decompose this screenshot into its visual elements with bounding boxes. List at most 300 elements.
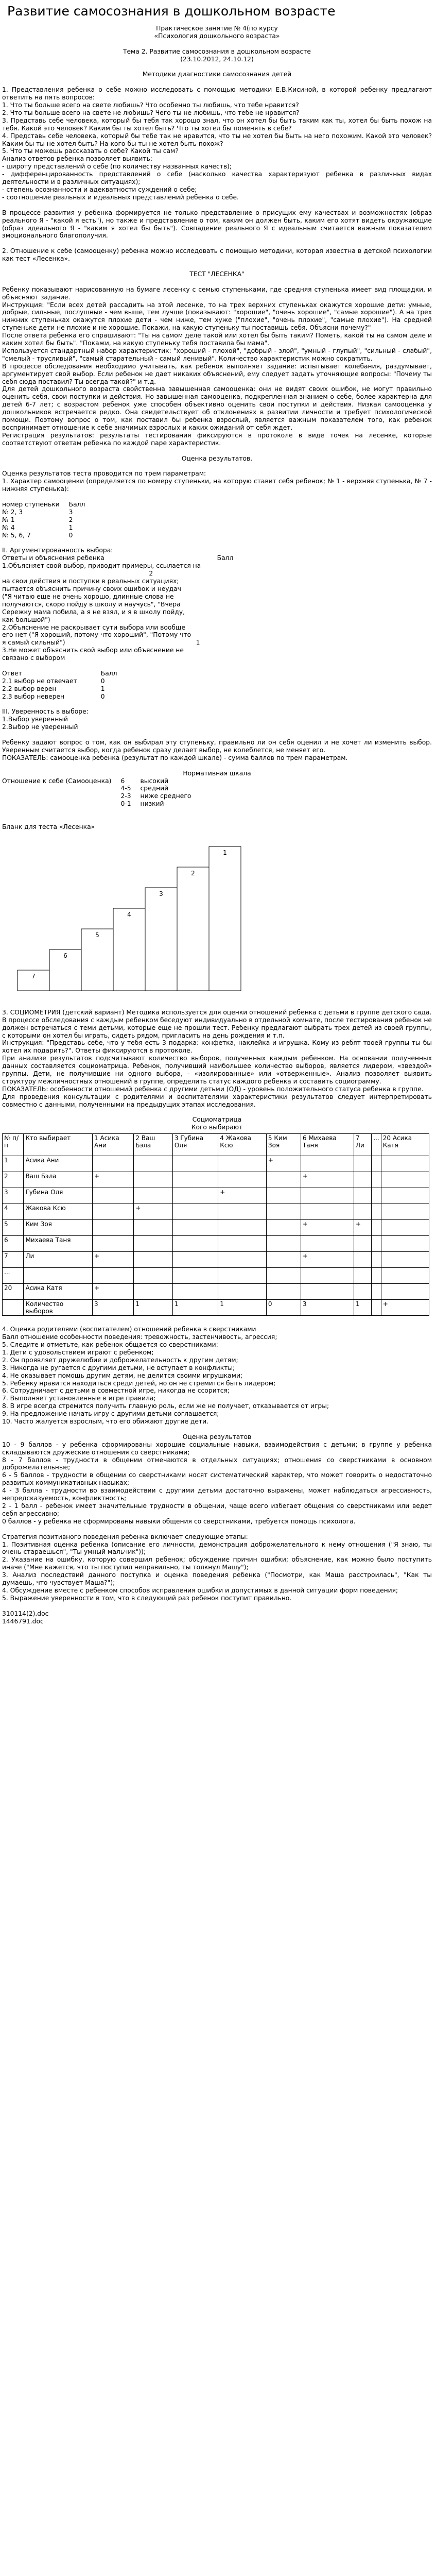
- table-cell: 2: [68, 516, 73, 523]
- paragraph: 2. Он проявляет дружелюбие и доброжелательность к другим детям;: [2, 1356, 238, 1364]
- ladder-step-label: 2: [191, 869, 195, 877]
- sociomatrix-cell: [381, 1204, 429, 1220]
- sociomatrix-cell: [24, 1268, 93, 1284]
- table-row: [3, 1268, 429, 1284]
- sociomatrix-table: [2, 1133, 429, 1316]
- sociomatrix-cell: [381, 1252, 429, 1268]
- sociomatrix-cell: [266, 1188, 301, 1204]
- paragraph: 2: [2, 570, 153, 578]
- table-cell: Отношение к себе (Самооценка): [2, 777, 112, 785]
- sociomatrix-cell: [301, 1204, 354, 1220]
- paragraph: 0 баллов - у ребенка не сформированы навыки общения со сверстниками, требуется помощь психолога.: [2, 1517, 356, 1525]
- argumentation-criteria: [2, 547, 432, 662]
- paragraph: 5. Что ты можешь рассказать о себе? Какой ты сам?: [2, 147, 179, 155]
- table-cell: 2-3: [120, 792, 131, 800]
- table-cell: № 5, 6, 7: [2, 531, 31, 539]
- paragraph: «Психология дошкольного возраста»: [154, 32, 280, 40]
- answer-score-table: [2, 670, 141, 701]
- paragraph: 3. СОЦИОМЕТРИЯ (детский вариант) Методика используется для оценки отношений ребенка с детьми в группе детского сада.: [2, 1008, 432, 1016]
- table-cell: высокий: [140, 777, 169, 785]
- sociomatrix-cell: Жакова Ксю: [24, 1204, 93, 1220]
- table-row: [2, 524, 94, 532]
- sociomatrix-cell: 1: [354, 1300, 371, 1316]
- sociomatrix-cell: Михаева Таня: [24, 1236, 93, 1252]
- sociomatrix-cell: [354, 1156, 371, 1172]
- sociomatrix-cell: +: [134, 1204, 172, 1220]
- results-title: Оценка результатов.: [181, 454, 253, 462]
- ladder-step-label: 7: [31, 972, 36, 980]
- paragraph: Ребенку задают вопрос о том, как он выбирал эту ступеньку, правильно ли он себя оценил и не хочет ли изменить выбор. Уверенным считается выбор, когда ребенок сразу делает выбор, не колеблется, не меняет его.: [2, 739, 434, 754]
- paragraph: 4 - 3 балла - трудности во взаимодействии с другими детьми достаточно выражены, может наблюдаться агрессивность, непредсказуемость, конфликтность;: [2, 1487, 434, 1502]
- paragraph: 2. Указание на ошибку, которую совершил ребенок; обсуждение причин ошибки; объяснение, как можно было поступить иначе ("Мне кажется, что ты поступил неправильно, ты толкнул Машу");: [2, 1556, 434, 1571]
- paragraph: 1. Представления ребенка о себе можно исследовать с помощью методики Е.В.Кисиной, в которой ребенку предлагают ответить на пять вопросов:: [2, 86, 434, 101]
- paragraph: 1.Выбор уверенный: [2, 716, 68, 723]
- paragraph: 4. Представь себе человека, который бы тебе так не нравится, что ты не хотел бы быть на него похожим. Какой это человек? Каким бы ты не хотел быть? На кого бы ты не хотел быть похож?: [2, 132, 434, 147]
- strategy-section: [2, 1533, 432, 1602]
- ladder-step-label: 6: [63, 952, 67, 959]
- table-header-cell: Балл: [100, 669, 117, 677]
- sociomatrix-cell: [266, 1252, 301, 1268]
- table-cell: 1: [100, 685, 105, 692]
- table-cell: ниже среднего: [140, 792, 191, 800]
- spacer: [2, 1318, 432, 1326]
- sociomatrix-cell: [381, 1188, 429, 1204]
- sociomatrix-cell: [372, 1252, 381, 1268]
- sociomatrix-cell: [93, 1268, 134, 1284]
- paragraph: Ребенку показывают нарисованную на бумаге лесенку с семью ступеньками, где средняя ступенька имеет вид площадки, и объясняют задание.: [2, 285, 434, 301]
- sociomatrix-cell: [134, 1236, 172, 1252]
- table-header-row: [2, 501, 94, 509]
- paragraph: 6 - 5 баллов - трудности в общении со сверстниками носят систематический характер, что может говорить о недостаточно развитых коммуникативных навыках;: [2, 1471, 434, 1487]
- sociomatrix-cell: [134, 1284, 172, 1300]
- table-row: [2, 792, 200, 800]
- paragraph: Для детей дошкольного возраста свойственна завышенная самооценка: они не видят своих ошибок, не могут правильно оценить себя, свои поступки и действия. Но завышенная самооценка, подкрепленная знанием о себе, более характерна для детей 6-7 лет; с возрастом ребенок уже способен объективно оценить свои поступки и действия. Низкая самооценка у дошкольников встречается редко. Она свидетельствует об отклонениях в развитии личности и требует психологической помощи. Поэтому вопрос о том, как поставил бы ребенка взрослый, является важным показателем того, как ребенок воспринимает отношение к себе значимых взрослых и каких ожиданий от себя ждет.: [2, 385, 434, 432]
- sociomatrix-cell: [218, 1204, 267, 1220]
- table-cell: средний: [140, 785, 169, 792]
- spacer: [2, 40, 432, 48]
- table-header-row: [3, 1134, 429, 1156]
- paragraph: Стратегия позитивного поведения ребенка включает следующие этапы:: [2, 1533, 248, 1540]
- paragraph: II. Аргументированность выбора:: [2, 547, 113, 554]
- table-header-cell: Кто выбирает: [24, 1134, 93, 1156]
- table-header-cell: 4 Жакова Ксю: [218, 1134, 267, 1156]
- paragraph: В процессе развития у ребенка формируется не только представление о присущих ему качествах и возможностях (образ реального Я - "какой я есть"), но также и представление о том, каким он должен быть, каким его хотят видеть окружающие (образ идеального Я - "каким я хотел бы быть"). Совпадение реального Я с идеальным считается важным показателем эмоционального благополучия.: [2, 209, 434, 240]
- paragraph: 5. Выражение уверенности в том, что в следующий раз ребенок поступит правильно.: [2, 1594, 292, 1602]
- spacer: [2, 762, 432, 770]
- spacer: [2, 662, 432, 670]
- paragraph: - соотношение реальных и идеальных представлений ребенка о себе.: [2, 193, 239, 201]
- section-real-ideal: [2, 209, 432, 240]
- paragraph: ПОКАЗАТЕЛЬ: особенности отношений ребенка с другими детьми (ОД) - уровень положительного статуса ребенка в группе.: [2, 1085, 424, 1093]
- table-cell: [2, 785, 120, 792]
- paragraph: В процессе обследования необходимо учитывать, как ребенок выполняет задание: испытывает колебания, раздумывает, аргументирует свой выбор. Если ребенок не дает никаких объяснений, ему следует задать уточняющие вопросы: "Почему ты себя сюда поставил? Ты всегда такой?" и т.д.: [2, 362, 434, 385]
- ladder-step: [209, 846, 241, 991]
- table-header-cell: 6 Михаева Таня: [301, 1134, 354, 1156]
- paragraph: 5. Следите и отметьте, как ребенок общается со сверстниками:: [2, 1341, 218, 1348]
- paragraph: - дифференцированность представлений о себе (насколько качества характеризуют ребенка в различных видах деятельности и в различных ситуациях);: [2, 171, 434, 186]
- table-header-cell: номер ступеньки: [2, 501, 60, 509]
- spacer: [2, 78, 432, 86]
- paragraph: связано с выбором: [2, 654, 65, 662]
- paragraph: 1446791.doc: [2, 1617, 44, 1625]
- table-cell: [2, 800, 120, 808]
- sociomatrix-cell: +: [301, 1220, 354, 1236]
- table-row: [3, 1188, 429, 1204]
- sociomatrix-cell: 3: [93, 1300, 134, 1316]
- spacer: [2, 263, 432, 270]
- paragraph: 1. Дети с удовольствием играют с ребенком;: [2, 1348, 154, 1356]
- sociomatrix-cell: [3, 1300, 24, 1316]
- sociomatrix-cell: [266, 1172, 301, 1188]
- table-row: [3, 1252, 429, 1268]
- sociomatrix-cell: +: [93, 1172, 134, 1188]
- section-self-image: [2, 86, 432, 201]
- sociomatrix-cell: +: [301, 1172, 354, 1188]
- table-header-cell: 20 Асика Катя: [381, 1134, 429, 1156]
- sociomatrix-cell: [354, 1188, 371, 1204]
- table-row: [3, 1172, 429, 1188]
- paragraph: Инструкция: "Если всех детей рассадить на этой лесенке, то на трех верхних ступеньках окажутся хорошие дети: умные, добрые, сильные, послушные - чем выше, тем лучше (показывают: "хорошие", "очень хорошие", "самые хорошие"). А на трех нижних ступеньках окажутся плохие дети - чем ниже, тем хуже ("плохие", "очень плохие", "самые плохие"). На средней ступеньке дети не плохие и не хорошие. Покажи, на какую ступеньку ты поставишь себя. Объясни почему?": [2, 301, 434, 332]
- sociomatrix-cell: [172, 1268, 218, 1284]
- table-row: [2, 677, 141, 685]
- sociomatrix-cell: 5: [3, 1220, 24, 1236]
- sociomatrix-cell: 3: [3, 1188, 24, 1204]
- ladder-step: [145, 888, 177, 991]
- confidence-criteria: [2, 708, 432, 761]
- spacer: [2, 278, 432, 286]
- document-footer: [2, 1610, 432, 1625]
- ladder-step-label: 3: [159, 890, 163, 897]
- spacer: [2, 701, 432, 708]
- paragraph: 7. Выполняет установленные в игре правила;: [2, 1395, 156, 1402]
- spacer: [2, 1001, 432, 1009]
- sociomatrix-cell: 1: [172, 1300, 218, 1316]
- sociomatrix-cell: [381, 1220, 429, 1236]
- table-cell: 4-5: [120, 785, 131, 792]
- paragraph: В процессе обследования с каждым ребенком беседуют индивидуально в отдельной комнате, после тестирования ребенок не должен встречаться с теми детьми, которые еще не прошли тест. Ребенку предлагают выбрать трех детей из своей группы, с которыми он хотел бы играть, сидеть рядом, пригласить на день рождения и т.п.: [2, 1016, 434, 1039]
- paragraph: 4. Не оказывает помощь другим детям, не делится своими игрушками;: [2, 1371, 243, 1379]
- sociomatrix-cell: [134, 1268, 172, 1284]
- sociomatrix-cell: [218, 1252, 267, 1268]
- sociomatrix-cell: Ли: [24, 1252, 93, 1268]
- table-header-cell: 5 Ким Зоя: [266, 1134, 301, 1156]
- paragraph: Сережку мама побила, а я не взял, и я в школу пойду,: [2, 608, 185, 616]
- sociomatrix-cell: 7: [3, 1252, 24, 1268]
- table-row: [3, 1204, 429, 1220]
- page-title: Развитие самосознания в дошкольном возрасте: [7, 4, 336, 19]
- table-header-row: [2, 670, 141, 677]
- sociomatrix-cell: +: [266, 1156, 301, 1172]
- sociomatrix-cell: [266, 1268, 301, 1284]
- sociomatrix-cell: [301, 1188, 354, 1204]
- section-self-esteem: [2, 247, 432, 263]
- sociomatrix-cell: [381, 1156, 429, 1172]
- sociomatrix-cell: [172, 1236, 218, 1252]
- paragraph: 3. Представь себе человека, который бы тебя так хорошо знал, что он хотел бы быть таким как ты, хотел бы быть похож на тебя. Какой это человек? Каким бы ты хотел быть? Что ты хотел бы поменять в себе?: [2, 116, 434, 132]
- sociomatrix-cell: Асика Ани: [24, 1156, 93, 1172]
- sociomatrix-cell: [266, 1220, 301, 1236]
- sociomatrix-cell: +: [301, 1252, 354, 1268]
- paragraph: Практическое занятие № 4(по курсу: [156, 25, 278, 32]
- ladder-step: [177, 867, 209, 991]
- sociometry-section: [2, 1009, 432, 1109]
- sociomatrix-cell: [172, 1156, 218, 1172]
- table-row: [2, 693, 141, 701]
- paragraph: Оценка результатов теста проводится по трем параметрам:: [2, 470, 206, 478]
- sociomatrix-cell: [372, 1236, 381, 1252]
- sociomatrix-cell: +: [381, 1300, 429, 1316]
- document-body: [0, 20, 432, 1625]
- sociomatrix-cell: [381, 1172, 429, 1188]
- paragraph: Ответы и объяснения ребенка Балл: [2, 554, 234, 562]
- paragraph: 6. Сотрудничает с детьми в совместной игре, никогда не ссорится;: [2, 1387, 230, 1395]
- ladder-step-label: 1: [223, 849, 227, 856]
- sociomatrix-cell: [372, 1172, 381, 1188]
- sociomatrix-cell: +: [218, 1188, 267, 1204]
- sociomatrix-cell: 20: [3, 1284, 24, 1300]
- norms-title: Нормативная шкала: [183, 769, 251, 777]
- paragraph: я самый сильный") 1: [2, 639, 200, 647]
- table-header-cell: 2 Ваш Бэла: [134, 1134, 172, 1156]
- sociomatrix-cell: +: [354, 1220, 371, 1236]
- paragraph: 8 - 7 баллов - трудности в общении отмечаются в отдельных ситуациях; отношения со сверстниками в основном доброжелательные;: [2, 1456, 434, 1471]
- sociomatrix-title: Социоматрица: [192, 1116, 242, 1124]
- sociomatrix-cell: ...: [3, 1268, 24, 1284]
- sociomatrix-cell: +: [93, 1252, 134, 1268]
- paragraph: III. Уверенность в выборе:: [2, 708, 89, 716]
- paragraph: Тема 2. Развитие самосознания в дошкольном возрасте: [123, 47, 311, 55]
- paragraph: его нет ("Я хороший, потому что хороший", "Потому что: [2, 631, 191, 639]
- spacer: [2, 201, 432, 209]
- sociomatrix-cell: Губина Оля: [24, 1188, 93, 1204]
- table-cell: [2, 792, 120, 800]
- paragraph: 9. На предложение начать игру с другими детьми соглашается;: [2, 1410, 219, 1418]
- sociomatrix-cell: [354, 1172, 371, 1188]
- table-row: [3, 1300, 429, 1316]
- table-header-cell: 3 Губина Оля: [172, 1134, 218, 1156]
- sociomatrix-cell: [372, 1188, 381, 1204]
- ladder-drawing: [2, 831, 270, 1001]
- spacer: [2, 63, 432, 71]
- table-row: [3, 1284, 429, 1300]
- table-cell: 0: [100, 677, 105, 685]
- spacer: [2, 1526, 432, 1533]
- sociomatrix-cell: 1: [3, 1156, 24, 1172]
- step-score-table: [2, 501, 94, 539]
- sociomatrix-cell: [172, 1252, 218, 1268]
- sociomatrix-cell: [372, 1156, 381, 1172]
- paragraph: 8. В игре всегда стремится получить главную роль, если же не получает, отказывается от игры;: [2, 1402, 329, 1410]
- paragraph: пытается объяснить причину своих ошибок и неудач: [2, 585, 181, 592]
- paragraph: ("Я читаю еще не очень хорошо, длинные слова не: [2, 592, 174, 600]
- sociomatrix-cell: +: [93, 1284, 134, 1300]
- sociomatrix-cell: [381, 1268, 429, 1284]
- sociomatrix-cell: [134, 1156, 172, 1172]
- sociomatrix-cell: Ким Зоя: [24, 1220, 93, 1236]
- table-cell: 0-1: [120, 800, 131, 808]
- paragraph: 1. Характер самооценки (определяется по номеру ступеньки, на которую ставит себя ребенок; № 1 - верхняя ступенька, № 7 - нижняя ступенька):: [2, 478, 434, 493]
- sociomatrix-cell: [301, 1268, 354, 1284]
- paragraph: как большой"): [2, 616, 50, 623]
- test-body: [2, 286, 432, 447]
- table-cell: 2.1 выбор не отвечает: [2, 677, 77, 685]
- spacer: [2, 816, 432, 823]
- sociomatrix-cell: [93, 1236, 134, 1252]
- methods-title: Методики диагностики самосознания детей: [142, 71, 292, 78]
- ladder-blank: [2, 831, 432, 1001]
- spacer: [2, 808, 432, 816]
- table-cell: низкий: [140, 800, 164, 808]
- paragraph: Инструкция: "Представь себе, что у тебя есть 3 подарка: конфетка, наклейка и игрушка. Кому из ребят твоей группы ты бы хотел их подарить?". Ответы фиксируются в протоколе.: [2, 1039, 434, 1055]
- table-header-cell: № п/п: [3, 1134, 24, 1156]
- table-header-cell: Балл: [68, 501, 85, 509]
- table-row: [2, 532, 94, 539]
- sociomatrix-cell: 4: [3, 1204, 24, 1220]
- sociomatrix-cell: [93, 1220, 134, 1236]
- table-row: [2, 777, 200, 785]
- table-cell: № 1: [2, 516, 15, 523]
- sociomatrix-cell: [172, 1284, 218, 1300]
- sociomatrix-cell: [218, 1220, 267, 1236]
- paragraph: 2. Что ты больше всего на свете не любишь? Чего ты не любишь, что тебе не нравится?: [2, 109, 300, 116]
- sociomatrix-cell: [354, 1252, 371, 1268]
- paragraph: При анализе результатов подсчитывают количество выборов, полученных каждым ребенком. На основании полученных данных составляется социоматрица. Ребенок, получивший наибольшее количество выборов, является лидером, «звездой» группы. Дети, не получившие ни одного выбора, - «изолированные» или «отверженные». Анализ позволяет выявить структуру межличностных отношений в группе, определить статус каждого ребенка и составить социограмму.: [2, 1055, 434, 1085]
- spacer: [2, 463, 432, 470]
- sociomatrix-cell: [172, 1172, 218, 1188]
- table-row: [3, 1156, 429, 1172]
- sociomatrix-cell: [354, 1236, 371, 1252]
- sociomatrix-cell: 2: [3, 1172, 24, 1188]
- sociomatrix-cell: [172, 1188, 218, 1204]
- sociomatrix-cell: 3: [301, 1300, 354, 1316]
- ladder-caption: Бланк для теста «Лесенка»: [2, 823, 95, 831]
- spacer: [2, 539, 432, 547]
- sociomatrix-cell: 1: [134, 1300, 172, 1316]
- table-row: [3, 1220, 429, 1236]
- sociomatrix-cell: [134, 1188, 172, 1204]
- paragraph: ПОКАЗАТЕЛЬ: самооценка ребенка (результат по каждой шкале) - сумма баллов по трем параметрам.: [2, 754, 348, 761]
- sociomatrix-cell: [266, 1204, 301, 1220]
- sociomatrix-cell: [301, 1156, 354, 1172]
- sociomatrix-cell: [93, 1156, 134, 1172]
- sociomatrix-cell: [372, 1284, 381, 1300]
- paragraph: 2 - 1 балл - ребенок имеет значительные трудности в общении, чаще всего избегает общения со сверстниками или ведет себя агрессивно;: [2, 1502, 434, 1517]
- spacer: [2, 1602, 432, 1610]
- spacer: [2, 240, 432, 247]
- spacer: [2, 1426, 432, 1433]
- sociomatrix-cell: [266, 1236, 301, 1252]
- ladder-step: [113, 908, 145, 991]
- table-row: [2, 516, 94, 524]
- sociomatrix-cell: [134, 1252, 172, 1268]
- table-cell: 0: [68, 531, 73, 539]
- sociomatrix-cell: [354, 1204, 371, 1220]
- sociomatrix-cell: [134, 1220, 172, 1236]
- table-row: [2, 785, 200, 792]
- sociomatrix-cell: [354, 1284, 371, 1300]
- sociomatrix-cell: [301, 1236, 354, 1252]
- table-header-cell: 1 Асика Ани: [93, 1134, 134, 1156]
- sociomatrix-cell: [172, 1220, 218, 1236]
- table-row: [2, 685, 141, 693]
- test-title: ТЕСТ "ЛЕСЕНКА": [189, 270, 245, 278]
- ladder-step-label: 4: [127, 910, 131, 918]
- sociomatrix-cell: [93, 1204, 134, 1220]
- paragraph: После ответа ребенка его спрашивают: "Ты на самом деле такой или хотел бы быть таким? Пометь, какой ты на самом деле и каким хотел бы быть". "Покажи, на какую ступеньку тебя поставила бы мама".: [2, 332, 434, 347]
- table-cell: № 4: [2, 523, 15, 531]
- sociomatrix-subtitle: Кого выбирают: [191, 1124, 243, 1131]
- sociomatrix-cell: Ваш Бэла: [24, 1172, 93, 1188]
- table-header-cell: Ответ: [2, 669, 22, 677]
- table-row: [2, 800, 200, 808]
- sociomatrix-cell: [354, 1268, 371, 1284]
- paragraph: 5. Ребенку нравится находиться среди детей, но он не стремится быть лидером;: [2, 1379, 276, 1387]
- paragraph: 3. Никогда не ругается с другими детьми, не вступает в конфликты;: [2, 1364, 235, 1371]
- sociomatrix-cell: 1: [218, 1300, 267, 1316]
- paragraph: Регистрация результатов: результаты тестирования фиксируются в протоколе в виде точек на лесенке, которые соответствуют ответам ребенка по каждой паре характеристик.: [2, 431, 434, 447]
- table-row: [2, 509, 94, 516]
- sociomatrix-cell: [218, 1172, 267, 1188]
- table-row: [3, 1236, 429, 1252]
- spacer: [2, 447, 432, 455]
- table-cell: 6: [120, 777, 125, 785]
- sociomatrix-cell: [372, 1220, 381, 1236]
- paragraph: Используется стандартный набор характеристик: "хороший - плохой", "добрый - злой", "умный - глупый", "сильный - слабый", "смелый - трусливый", "самый старательный - самый ленивый". Количество характеристик можно сократить.: [2, 347, 434, 362]
- sociomatrix-cell: [372, 1204, 381, 1220]
- norms-table: [2, 777, 200, 808]
- sociomatrix-cell: [134, 1172, 172, 1188]
- paragraph: 2.Объяснение не раскрывает сути выбора или вообще: [2, 623, 186, 631]
- table-cell: № 2, 3: [2, 508, 23, 516]
- sociomatrix-cell: [381, 1236, 429, 1252]
- sociomatrix-cell: 0: [266, 1300, 301, 1316]
- results-intro: [2, 470, 432, 493]
- table-cell: 2.2 выбор верен: [2, 685, 57, 692]
- sociomatrix-cell: [266, 1284, 301, 1300]
- paragraph: 4. Оценка родителями (воспитателем) отношений ребенка в сверстниками: [2, 1326, 256, 1333]
- table-cell: 0: [100, 692, 105, 700]
- assessment-rows: [2, 1441, 432, 1526]
- sociomatrix-cell: Количество выборов: [24, 1300, 93, 1316]
- header-block: [2, 25, 432, 40]
- sociomatrix-cell: [218, 1236, 267, 1252]
- paragraph: 4. Обсуждение вместе с ребенком способов исправления ошибки и допустимых в данной ситуации форм поведения;: [2, 1586, 398, 1594]
- paragraph: 2. Отношение к себе (самооценку) ребенка можно исследовать с помощью методики, которая известна в детской психологии как тест «Лесенка».: [2, 247, 434, 263]
- paragraph: Анализ ответов ребенка позволяет выявить:: [2, 155, 152, 163]
- sociomatrix-cell: [93, 1188, 134, 1204]
- paragraph: - широту представлений о себе (по количеству названных качеств);: [2, 163, 232, 171]
- table-cell: 3: [68, 508, 73, 516]
- spacer: [2, 493, 432, 501]
- sociomatrix-cell: Асика Катя: [24, 1284, 93, 1300]
- paragraph: [2, 731, 432, 739]
- paragraph: 1. Что ты больше всего на свете любишь? Что особенно ты любишь, что тебе нравится?: [2, 101, 299, 109]
- sociomatrix-cell: [372, 1268, 381, 1284]
- paragraph: получаются, скоро пойду в школу и научусь", "Вчера: [2, 600, 181, 608]
- spacer: [2, 1109, 432, 1116]
- paragraph: 310114(2).doc: [2, 1609, 49, 1617]
- sociomatrix-cell: [172, 1204, 218, 1220]
- table-header-cell: 7 Ли: [354, 1134, 371, 1156]
- paragraph: (23.10.2012, 24.10.12): [180, 55, 254, 63]
- sociomatrix-cell: [218, 1156, 267, 1172]
- paragraph: 10. Часто жалуется взрослым, что его обижают другие дети.: [2, 1418, 208, 1426]
- paragraph: 3. Анализ последствий данного поступка и оценка поведения ребенка ("Посмотри, как Маша расстроилась", "Как ты думаешь, что чувствует Маша?");: [2, 1571, 434, 1587]
- assessment-title: Оценка результатов: [182, 1433, 252, 1440]
- sociomatrix-cell: [381, 1284, 429, 1300]
- paragraph: 10 - 9 баллов - у ребенка сформированы хорошие социальные навыки, взаимодействия с детьми; в группе у ребенка складываются дружеские отношения со сверстниками;: [2, 1440, 434, 1456]
- paragraph: 1.Объясняет свой выбор, приводит примеры, ссылается на: [2, 562, 201, 570]
